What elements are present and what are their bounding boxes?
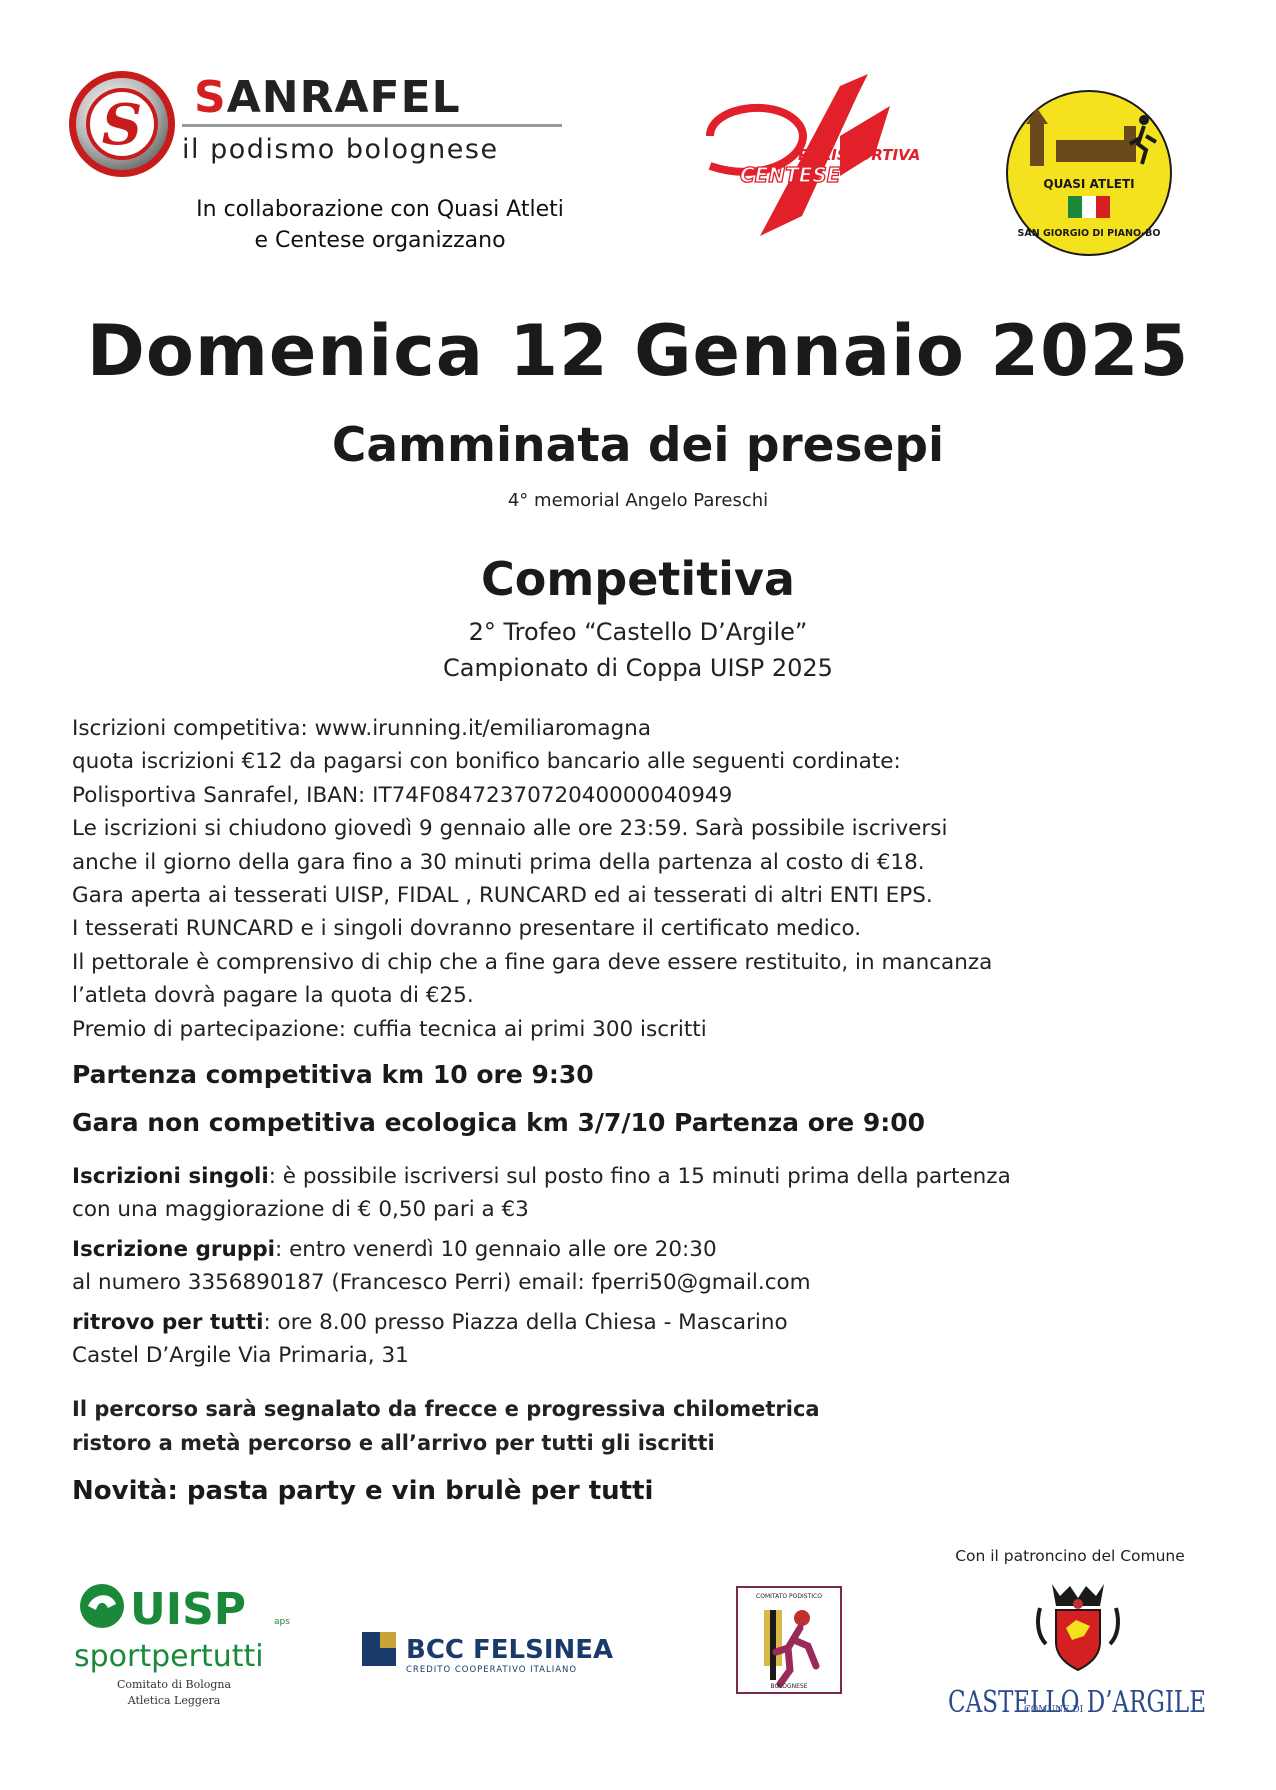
sanrafel-logo (66, 68, 606, 188)
svg-text:BCC FELSINEA: BCC FELSINEA (406, 1635, 614, 1665)
collab-line-2: e Centese organizzano (254, 228, 506, 253)
svg-text:aps: aps (274, 1617, 290, 1627)
collab-line-1: In collaborazione con Quasi Atleti (196, 197, 564, 222)
svg-text:sportpertutti: sportpertutti (74, 1639, 264, 1674)
details-block (72, 1160, 1232, 1378)
svg-text:COMITATO PODISTICO: COMITATO PODISTICO (756, 1593, 822, 1600)
info-line: Il pettorale è comprensivo di chip che a fine gara deve essere restituito, in mancanza (72, 949, 993, 975)
sanrafel-divider (182, 124, 562, 127)
gruppi-text: : entro venerdì 10 gennaio alle ore 20:30 (275, 1236, 717, 1262)
event-title: Camminata dei presepi (331, 418, 945, 473)
patrocinio-text: Con il patroncino del Comune (955, 1547, 1185, 1565)
info-line: I tesserati RUNCARD e i singoli dovranno presentare il certificato medico. (72, 916, 862, 942)
campionato-line: Campionato di Coppa UISP 2025 (443, 654, 833, 682)
ritrovo (72, 1306, 1232, 1373)
sanrafel-badge-icon (66, 68, 178, 180)
svg-text:SAN GIORGIO DI PIANO-BO: SAN GIORGIO DI PIANO-BO (1017, 228, 1161, 239)
quasi-atleti-logo (1004, 88, 1174, 258)
partenza-competitiva: Partenza competitiva km 10 ore 9:30 (72, 1060, 594, 1089)
svg-text:QUASI ATLETI: QUASI ATLETI (1043, 177, 1135, 191)
singoli-label: Iscrizioni singoli (72, 1164, 269, 1189)
polisportiva-centese-logo (690, 66, 930, 246)
info-line: l’atleta dovrà pagare la quota di €25. (72, 983, 474, 1009)
trofeo-line: 2° Trofeo “Castello D’Argile” (468, 618, 808, 646)
ritrovo-address: Castel D’Argile Via Primaria, 31 (72, 1343, 409, 1369)
svg-text:COMUNE DI: COMUNE DI (1024, 1705, 1084, 1715)
svg-text:CASTELLO D’ARGILE: CASTELLO D’ARGILE (948, 1685, 1206, 1718)
sanrafel-tagline: il podismo bolognese (182, 134, 499, 165)
svg-text:UISP: UISP (130, 1584, 247, 1635)
ritrovo-text: : ore 8.00 presso Piazza della Chiesa - Mascarino (263, 1309, 788, 1335)
info-line: anche il giorno della gara fino a 30 minuti prima della partenza al costo di €18. (72, 849, 925, 875)
svg-text:CENTESE: CENTESE (740, 163, 841, 187)
gruppi-label: Iscrizione gruppi (72, 1236, 275, 1262)
svg-text:POLISPORTIVA: POLISPORTIVA (798, 146, 921, 164)
info-line: Premio di partecipazione: cuffia tecnica ai primi 300 iscritti (72, 1016, 707, 1042)
svg-text:BOLOGNESE: BOLOGNESE (770, 1683, 808, 1690)
sanrafel-name: SANRAFEL (194, 72, 461, 123)
info-line: Gara aperta ai tesserati UISP, FIDAL , RUNCARD ed ai tesserati di altri ENTI EPS. (72, 883, 933, 909)
info-line: Iscrizioni competitiva: www.irunning.it/emiliaromagna (72, 716, 651, 741)
iscrizioni-singoli (72, 1160, 1232, 1227)
percorso-line-1: Il percorso sarà segnalato da frecce e progressiva chilometrica (72, 1397, 820, 1421)
info-line: Le iscrizioni si chiudono giovedì 9 gennaio alle ore 23:59. Sarà possibile iscriversi (72, 816, 948, 842)
svg-text:S: S (101, 92, 143, 158)
gruppi-contact: al numero 3356890187 (Francesco Perri) email: fperri50@gmail.com (72, 1270, 811, 1296)
memorial-subtitle: 4° memorial Angelo Pareschi (507, 490, 769, 511)
trofeo-block (0, 614, 1276, 686)
uisp-logo (74, 1578, 304, 1710)
singoli-text: : è possibile iscriversi sul posto fino a 15 minuti prima della partenza (268, 1164, 1011, 1189)
registration-info (72, 712, 1232, 1046)
ritrovo-label: ritrovo per tutti (72, 1309, 264, 1335)
event-date-heading: Domenica 12 Gennaio 2025 (86, 310, 1190, 392)
collaboration-text (170, 194, 590, 256)
info-line: Polisportiva Sanrafel, IBAN: IT74F0847237072040000040949 (72, 782, 733, 808)
castello-dargile-logo (948, 1578, 1208, 1718)
competitiva-heading: Competitiva (481, 552, 795, 606)
comitato-podistico-logo (736, 1586, 842, 1694)
percorso-line-2: ristoro a metà percorso e all’arrivo per tutti gli iscritti (72, 1431, 715, 1455)
svg-text:CREDITO COOPERATIVO ITALIANO: CREDITO COOPERATIVO ITALIANO (406, 1665, 578, 1675)
iscrizione-gruppi (72, 1233, 1232, 1300)
bcc-felsinea-logo (362, 1628, 622, 1676)
info-line: quota iscrizioni €12 da pagarsi con bonifico bancario alle seguenti cordinate: (72, 749, 901, 775)
novita-heading: Novità: pasta party e vin brulè per tutti (72, 1476, 654, 1506)
percorso-info (72, 1392, 820, 1460)
svg-text:Atletica Leggera: Atletica Leggera (127, 1694, 221, 1707)
singoli-text-2: con una maggiorazione di € 0,50 pari a €3 (72, 1197, 529, 1223)
svg-text:Comitato di Bologna: Comitato di Bologna (116, 1678, 232, 1691)
gara-non-competitiva: Gara non competitiva ecologica km 3/7/10 Partenza ore 9:00 (72, 1108, 926, 1137)
